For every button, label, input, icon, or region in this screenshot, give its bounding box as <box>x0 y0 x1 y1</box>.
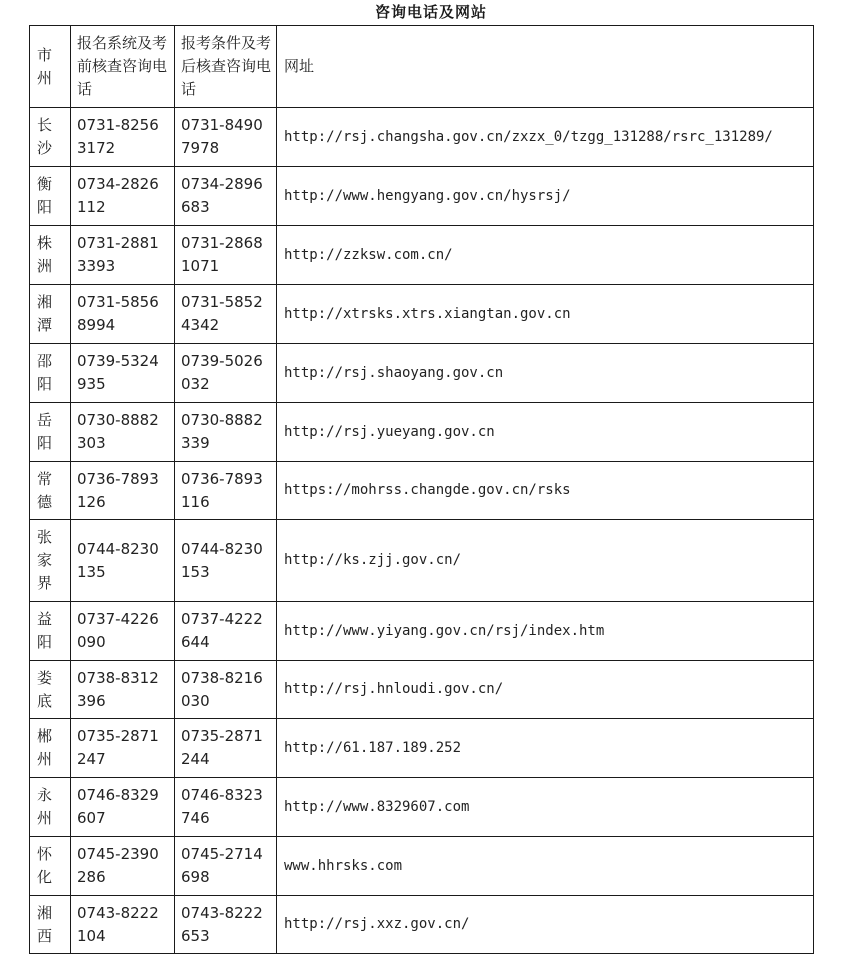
city-name: 岳阳 <box>37 411 53 452</box>
city-name: 怀化 <box>37 845 53 886</box>
header-website-label: 网址 <box>284 57 315 75</box>
table-row <box>30 719 814 778</box>
condition-phone-cell <box>175 285 277 344</box>
city-name: 邵阳 <box>37 352 53 393</box>
system-phone-cell <box>71 344 175 403</box>
system-phone-cell <box>71 403 175 462</box>
condition-phone: 0737-4222644 <box>181 610 263 651</box>
condition-phone: 0744-8230153 <box>181 539 263 581</box>
system-phone: 0738-8312396 <box>77 668 159 710</box>
header-condition-phone <box>175 26 277 108</box>
website-link[interactable]: http://rsj.yueyang.gov.cn <box>284 423 495 440</box>
system-phone-cell <box>71 896 175 954</box>
website-link[interactable]: https://mohrss.changde.gov.cn/rsks <box>284 482 571 498</box>
city-cell <box>30 602 71 661</box>
website-cell <box>277 285 814 344</box>
website-link[interactable]: http://61.187.189.252 <box>284 739 462 756</box>
table-row <box>30 226 814 285</box>
table-row <box>30 462 814 520</box>
condition-phone-cell <box>175 462 277 520</box>
system-phone-cell <box>71 520 175 602</box>
city-name: 常德 <box>37 469 53 511</box>
system-phone-cell <box>71 462 175 520</box>
website-link[interactable]: http://xtrsks.xtrs.xiangtan.gov.cn <box>284 305 571 322</box>
website-cell <box>277 661 814 719</box>
city-name: 娄底 <box>37 668 53 710</box>
system-phone-cell <box>71 661 175 719</box>
condition-phone-cell <box>175 896 277 954</box>
table-row <box>30 837 814 896</box>
website-cell <box>277 462 814 520</box>
city-name: 郴州 <box>37 727 53 768</box>
system-phone-cell <box>71 108 175 167</box>
city-cell <box>30 344 71 403</box>
city-cell <box>30 108 71 167</box>
table-row <box>30 344 814 403</box>
condition-phone: 0734-2896683 <box>181 175 263 216</box>
city-cell <box>30 226 71 285</box>
system-phone-cell <box>71 602 175 661</box>
condition-phone: 0735-2871244 <box>181 727 263 768</box>
system-phone: 0745-2390286 <box>77 845 159 886</box>
table-row <box>30 285 814 344</box>
header-condition-phone-label: 报考条件及考后核查咨询电话 <box>181 34 272 98</box>
condition-phone: 0738-8216030 <box>181 668 263 710</box>
city-cell <box>30 285 71 344</box>
condition-phone: 0745-2714698 <box>181 845 263 886</box>
condition-phone: 0739-5026032 <box>181 352 263 393</box>
header-city-label: 市州 <box>37 45 53 87</box>
condition-phone: 0731-28681071 <box>181 234 263 275</box>
website-cell <box>277 226 814 285</box>
website-link[interactable]: http://www.8329607.com <box>284 798 470 815</box>
condition-phone-cell <box>175 778 277 837</box>
system-phone: 0735-2871247 <box>77 727 159 768</box>
condition-phone-cell <box>175 167 277 226</box>
system-phone: 0731-28813393 <box>77 234 159 275</box>
system-phone: 0746-8329607 <box>77 786 159 827</box>
table-row <box>30 108 814 167</box>
city-cell <box>30 778 71 837</box>
city-name: 湘西 <box>37 903 53 945</box>
website-link[interactable]: http://ks.zjj.gov.cn/ <box>284 552 462 568</box>
table-row <box>30 602 814 661</box>
table-header-row <box>30 26 814 108</box>
system-phone: 0744-8230135 <box>77 539 159 581</box>
system-phone: 0731-58568994 <box>77 293 159 334</box>
system-phone: 0743-8222104 <box>77 903 159 945</box>
condition-phone-cell <box>175 661 277 719</box>
city-name: 衡阳 <box>37 175 53 216</box>
website-cell <box>277 167 814 226</box>
website-link[interactable]: www.hhrsks.com <box>284 857 403 874</box>
condition-phone: 0746-8323746 <box>181 786 263 827</box>
city-name: 湘潭 <box>37 293 53 334</box>
website-link[interactable]: http://www.yiyang.gov.cn/rsj/index.htm <box>284 622 605 639</box>
website-link[interactable]: http://rsj.xxz.gov.cn/ <box>284 916 470 932</box>
condition-phone: 0730-8882339 <box>181 411 263 452</box>
website-link[interactable]: http://rsj.shaoyang.gov.cn <box>284 364 504 381</box>
city-cell <box>30 167 71 226</box>
city-name: 株洲 <box>37 234 53 275</box>
condition-phone: 0731-84907978 <box>181 116 263 157</box>
page-title: 咨询电话及网站 <box>374 3 487 21</box>
city-name: 长沙 <box>37 116 53 157</box>
website-cell <box>277 719 814 778</box>
system-phone: 0730-8882303 <box>77 411 159 452</box>
city-name: 益阳 <box>37 610 53 651</box>
condition-phone-cell <box>175 108 277 167</box>
condition-phone-cell <box>175 403 277 462</box>
system-phone-cell <box>71 285 175 344</box>
system-phone-cell <box>71 226 175 285</box>
condition-phone-cell <box>175 520 277 602</box>
table-row <box>30 896 814 954</box>
header-system-phone <box>71 26 175 108</box>
system-phone-cell <box>71 778 175 837</box>
header-website <box>277 26 814 108</box>
website-cell <box>277 108 814 167</box>
website-cell <box>277 403 814 462</box>
header-system-phone-label: 报名系统及考前核查咨询电话 <box>77 34 168 98</box>
city-cell <box>30 520 71 602</box>
system-phone-cell <box>71 719 175 778</box>
header-city <box>30 26 71 108</box>
website-cell <box>277 602 814 661</box>
city-name: 永州 <box>37 786 53 827</box>
website-cell <box>277 778 814 837</box>
system-phone: 0736-7893126 <box>77 469 159 511</box>
website-cell <box>277 896 814 954</box>
contact-table <box>29 25 814 954</box>
city-cell <box>30 661 71 719</box>
condition-phone: 0731-58524342 <box>181 293 263 334</box>
condition-phone-cell <box>175 837 277 896</box>
condition-phone: 0743-8222653 <box>181 903 263 945</box>
website-link[interactable]: http://rsj.hnloudi.gov.cn/ <box>284 681 504 697</box>
city-cell <box>30 719 71 778</box>
website-cell <box>277 344 814 403</box>
condition-phone-cell <box>175 602 277 661</box>
table-row <box>30 520 814 602</box>
system-phone-cell <box>71 167 175 226</box>
city-cell <box>30 462 71 520</box>
table-row <box>30 167 814 226</box>
condition-phone-cell <box>175 344 277 403</box>
website-cell <box>277 837 814 896</box>
condition-phone-cell <box>175 719 277 778</box>
condition-phone-cell <box>175 226 277 285</box>
table-row <box>30 403 814 462</box>
website-link[interactable]: http://zzksw.com.cn/ <box>284 246 453 263</box>
system-phone: 0734-2826112 <box>77 175 159 216</box>
system-phone: 0731-82563172 <box>77 116 159 157</box>
condition-phone: 0736-7893116 <box>181 469 263 511</box>
system-phone-cell <box>71 837 175 896</box>
table-row <box>30 778 814 837</box>
city-cell <box>30 403 71 462</box>
website-cell <box>277 520 814 602</box>
city-cell <box>30 837 71 896</box>
city-cell <box>30 896 71 954</box>
website-link[interactable]: http://rsj.changsha.gov.cn/zxzx_0/tzgg_131288/rsrc_131289/ <box>284 128 773 145</box>
table-row <box>30 661 814 719</box>
website-link[interactable]: http://www.hengyang.gov.cn/hysrsj/ <box>284 187 571 204</box>
city-name: 张家界 <box>37 528 53 592</box>
system-phone: 0737-4226090 <box>77 610 159 651</box>
system-phone: 0739-5324935 <box>77 352 159 393</box>
